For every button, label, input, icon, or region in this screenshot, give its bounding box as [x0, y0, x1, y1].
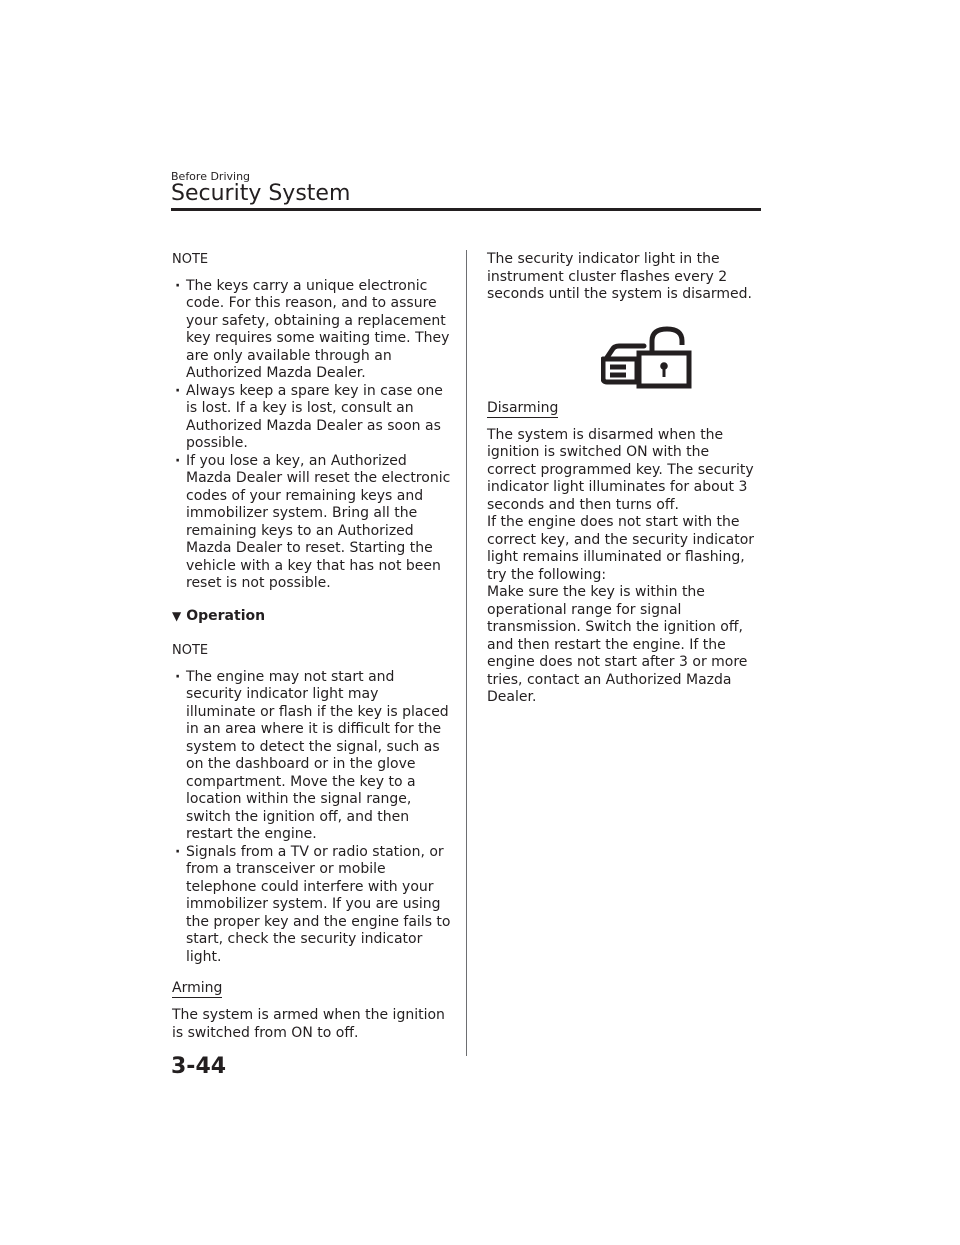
icon-wrap — [487, 326, 762, 390]
indicator-text: The security indicator light in the instrument cluster flashes every 2 seconds until the system is disarmed. — [487, 251, 753, 302]
disarming-paragraph: Make sure the key is within the operational range for signal transmission. Switch the ignition off, and then restart the engine. If the engine does not start after 3 or more tries, contact an Authorized Mazda Dealer. — [487, 584, 748, 705]
header-rule — [171, 208, 761, 211]
page-title: Security System — [171, 181, 351, 206]
note-label: NOTE — [172, 252, 209, 267]
page-number: 3-44 — [171, 1054, 227, 1079]
arming-text: The system is armed when the ignition is switched from ON to off. — [172, 1007, 445, 1041]
chapter-label: Before Driving — [171, 170, 251, 183]
list-item: · The engine may not start and security indicator light may illuminate or flash if the key is placed in an area where it is difficult for the system to detect the signal, such as on the dashboard or in the glove compartment. Move the key to a location within the signal range, switch the ignition off, and then restart the engine. — [172, 669, 452, 844]
arming-heading: Arming — [172, 980, 223, 996]
disarming-paragraph: The system is disarmed when the ignition is switched ON with the correct programmed key. The security indicator light illuminates for about 3 seconds and then turns off. — [487, 426, 754, 513]
security-indicator-icon — [601, 326, 693, 390]
right-column — [487, 251, 762, 707]
disarming-heading: Disarming — [487, 399, 559, 416]
operation-heading — [172, 608, 452, 626]
left-column — [172, 251, 452, 1042]
note-list — [172, 278, 452, 593]
list-item: · The keys carry a unique electronic code. For this reason, and to assure your safety, obtaining a replacement key requires some waiting time. They are only available through an Authorized Mazda Dealer. — [172, 278, 452, 383]
list-item: · Always keep a spare key in case one is lost. If a key is lost, consult an Authorized Mazda Dealer as soon as possible. — [172, 383, 452, 453]
note-label: NOTE — [172, 643, 209, 658]
list-item: · If you lose a key, an Authorized Mazda Dealer will reset the electronic codes of your remaining keys and immobilizer system. Bring all the remaining keys to an Authorized Mazda Dealer to reset. Starting the vehicle with a key that has not been reset is not possible. — [172, 453, 452, 593]
list-item: · Signals from a TV or radio station, or from a transceiver or mobile telephone could interfere with your immobilizer system. If you are using the proper key and the engine fails to start, check the security indicator light. — [172, 844, 452, 967]
column-divider — [466, 250, 467, 1056]
note-list — [172, 669, 452, 967]
triangle-down-icon: ▼ — [172, 608, 182, 623]
disarming-paragraph: If the engine does not start with the correct key, and the security indicator light remains illuminated or flashing, try the following: — [487, 514, 755, 583]
operation-heading-text: Operation — [186, 607, 266, 624]
